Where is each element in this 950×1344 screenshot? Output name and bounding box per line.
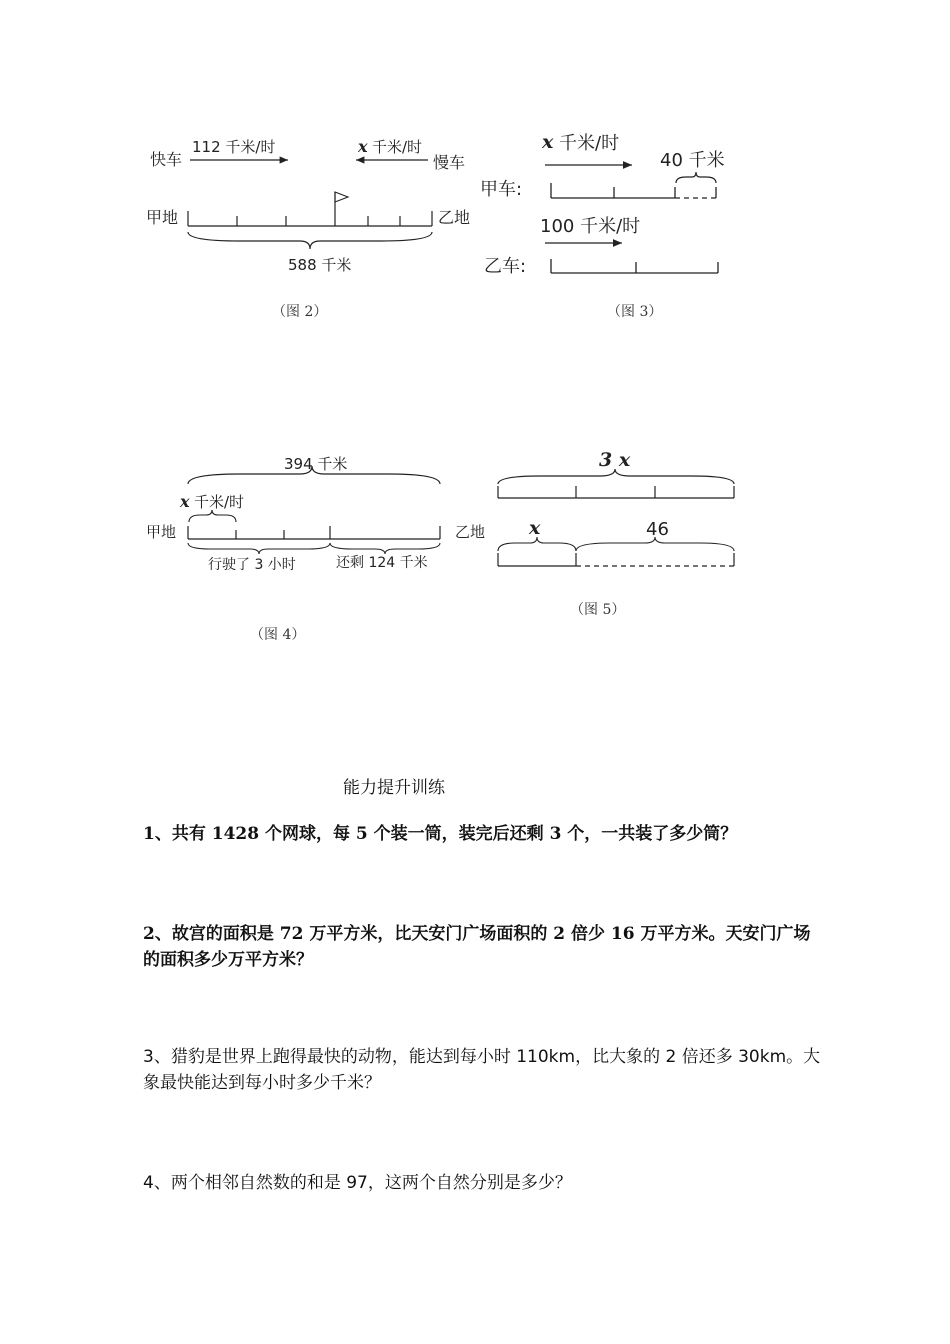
- fig3-car-a-label: 甲车:: [480, 179, 523, 200]
- fig4-speed-var: x: [180, 492, 190, 511]
- fig4-remaining-label: 还剩 124 千米: [336, 555, 428, 571]
- fig4-remaining-brace: [330, 543, 440, 554]
- figure-4: [146, 455, 485, 643]
- fig4-total-label: 394 千米: [284, 455, 348, 473]
- fig3-car-b-segment: [551, 259, 718, 273]
- question-3: 3、猎豹是世界上跑得最快的动物，能达到每小时 110km，比大象的 2 倍还多 30km。大象最快能达到每小时多少千米？: [143, 1047, 821, 1093]
- question-1: 1、共有 1428 个网球，每 5 个装一筒，装完后还剩 3 个，一共装了多少筒？: [143, 824, 738, 844]
- fig5-top-segment: [498, 486, 734, 498]
- fig2-caption: （图 2）: [272, 304, 328, 320]
- fig3-caption: （图 3）: [607, 304, 663, 320]
- fig5-top-brace: [498, 469, 734, 484]
- fig3-extra-brace: [676, 172, 716, 183]
- fig2-slow-speed-unit: 千米/时: [372, 138, 423, 156]
- fig3-car-a-speed-var: x: [542, 131, 554, 153]
- fig2-segment-line: [188, 192, 432, 226]
- fig2-fast-car-label: 快车: [150, 150, 183, 169]
- fig4-end-label: 乙地: [455, 523, 486, 541]
- fig2-end-label: 乙地: [438, 208, 471, 227]
- fig4-speed-brace: [189, 510, 236, 522]
- figure-5: [498, 449, 734, 618]
- fig4-traveled-brace: [188, 543, 330, 554]
- fig2-start-label: 甲地: [146, 208, 179, 227]
- fig5-bottom-segment: [498, 553, 734, 566]
- fig2-distance-label: 588 千米: [288, 256, 352, 274]
- fig3-car-b-label: 乙车:: [484, 256, 527, 277]
- fig2-brace: [188, 232, 432, 249]
- fig4-start-label: 甲地: [146, 523, 177, 541]
- fig5-var-brace: [498, 537, 576, 551]
- question-2: 2、故宫的面积是 72 万平方米，比天安门广场面积的 2 倍少 16 万平方米。天安门广场的面积多少万平方米？: [143, 924, 811, 970]
- fig5-caption: （图 5）: [570, 602, 626, 618]
- fig4-speed-unit: 千米/时: [194, 493, 245, 511]
- fig5-extra-brace: [576, 537, 734, 551]
- fig3-car-a-speed-unit: 千米/时: [559, 133, 620, 154]
- fig5-bottom-var: x: [529, 517, 541, 539]
- fig5-bottom-extra: 46: [646, 519, 669, 540]
- fig2-slow-car-label: 慢车: [433, 153, 466, 172]
- question-4: 4、两个相邻自然数的和是 97，这两个自然分别是多少？: [143, 1173, 572, 1193]
- fig4-segment-line: [188, 526, 440, 539]
- fig3-extra-label: 40 千米: [660, 150, 725, 171]
- fig3-car-b-speed-label: 100 千米/时: [540, 216, 641, 237]
- fig4-traveled-label: 行驶了 3 小时: [208, 557, 296, 573]
- figure-3: [480, 131, 725, 320]
- section-title: 能力提升训练: [343, 778, 445, 798]
- fig3-car-a-segment: [551, 183, 716, 198]
- fig2-meeting-flag-icon: [335, 192, 348, 202]
- fig4-caption: （图 4）: [250, 627, 306, 643]
- figure-2: [146, 137, 470, 320]
- fig5-top-label: 3 x: [599, 449, 631, 471]
- fig2-fast-speed-label: 112 千米/时: [192, 138, 276, 156]
- fig2-slow-speed-var: x: [358, 137, 368, 156]
